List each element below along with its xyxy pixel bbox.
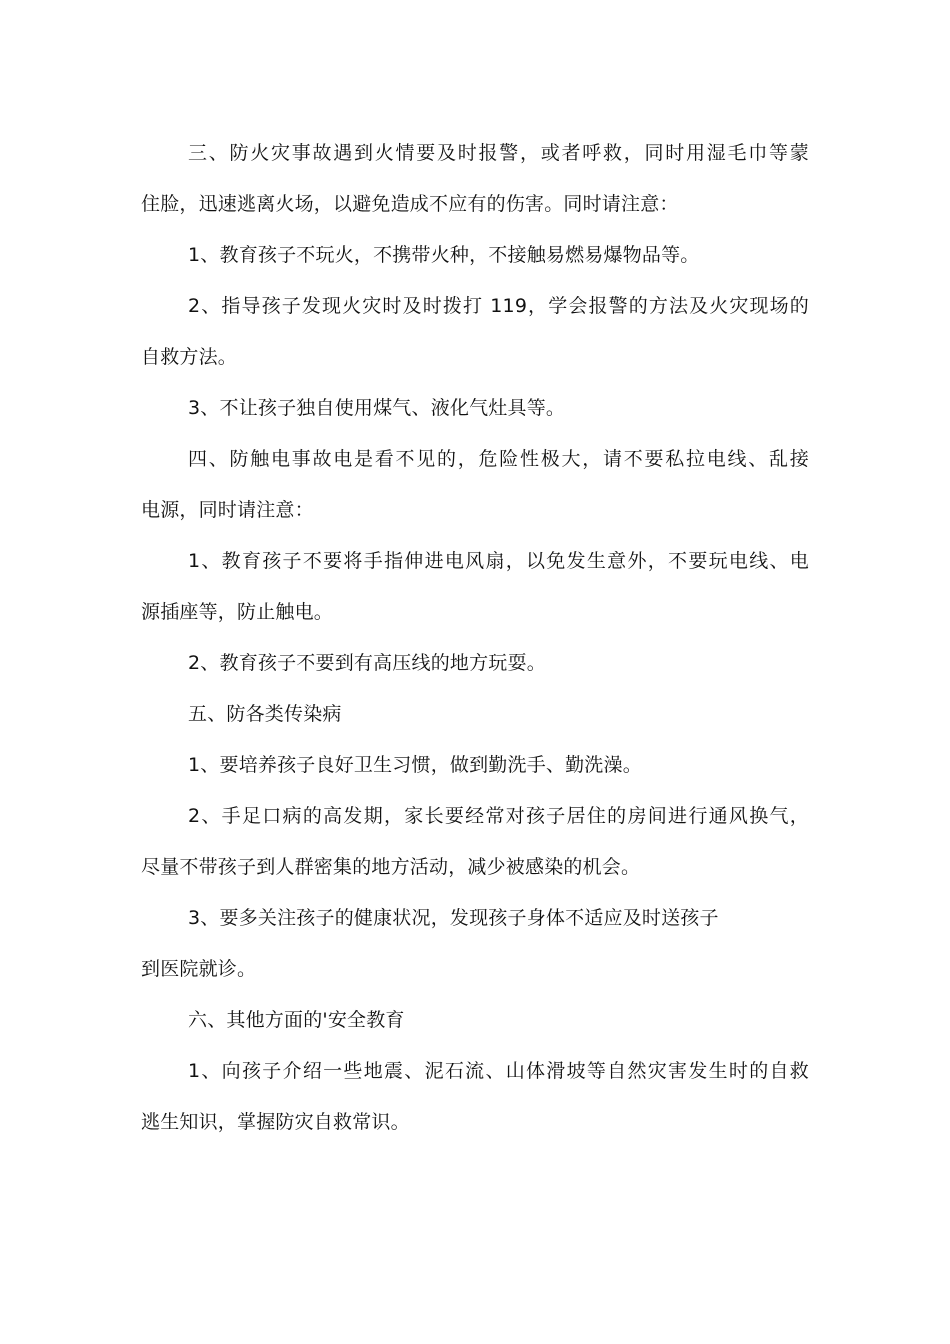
text-line: 尽量不带孩子到人群密集的地方活动，减少被感染的机会。 xyxy=(141,856,641,878)
text-line: 1、教育孩子不要将手指伸进电风扇，以免发生意外，不要玩电线、电 xyxy=(188,550,809,572)
document-body xyxy=(141,128,809,1148)
text-line: 六、其他方面的'安全教育 xyxy=(188,1009,405,1031)
text-line: 四、防触电事故电是看不见的，危险性极大，请不要私拉电线、乱接 xyxy=(188,448,809,470)
text-line: 五、防各类传染病 xyxy=(188,703,342,725)
text-line: 住脸，迅速逃离火场，以避免造成不应有的伤害。同时请注意： xyxy=(141,193,679,215)
text-line: 1、要培养孩子良好卫生习惯，做到勤洗手、勤洗澡。 xyxy=(188,754,642,776)
text-line: 三、防火灾事故遇到火情要及时报警，或者呼救，同时用湿毛巾等蒙 xyxy=(188,142,809,164)
text-line: 源插座等，防止触电。 xyxy=(141,601,334,623)
text-line: 3、要多关注孩子的健康状况，发现孩子身体不适应及时送孩子 xyxy=(188,907,719,929)
text-line: 2、教育孩子不要到有高压线的地方玩耍。 xyxy=(188,652,546,674)
text-line: 自救方法。 xyxy=(141,346,238,368)
text-line: 1、教育孩子不玩火，不携带火种，不接触易燃易爆物品等。 xyxy=(188,244,700,266)
text-line: 逃生知识，掌握防灾自救常识。 xyxy=(141,1111,410,1133)
text-line: 到医院就诊。 xyxy=(141,958,257,980)
text-line: 3、不让孩子独自使用煤气、液化气灶具等。 xyxy=(188,397,566,419)
text-line: 2、指导孩子发现火灾时及时拨打 119，学会报警的方法及火灾现场的 xyxy=(188,295,809,317)
text-line: 2、手足口病的高发期，家长要经常对孩子居住的房间进行通风换气， xyxy=(188,805,809,827)
text-line: 1、向孩子介绍一些地震、泥石流、山体滑坡等自然灾害发生时的自救 xyxy=(188,1060,809,1082)
text-line: 电源，同时请注意： xyxy=(141,499,314,521)
